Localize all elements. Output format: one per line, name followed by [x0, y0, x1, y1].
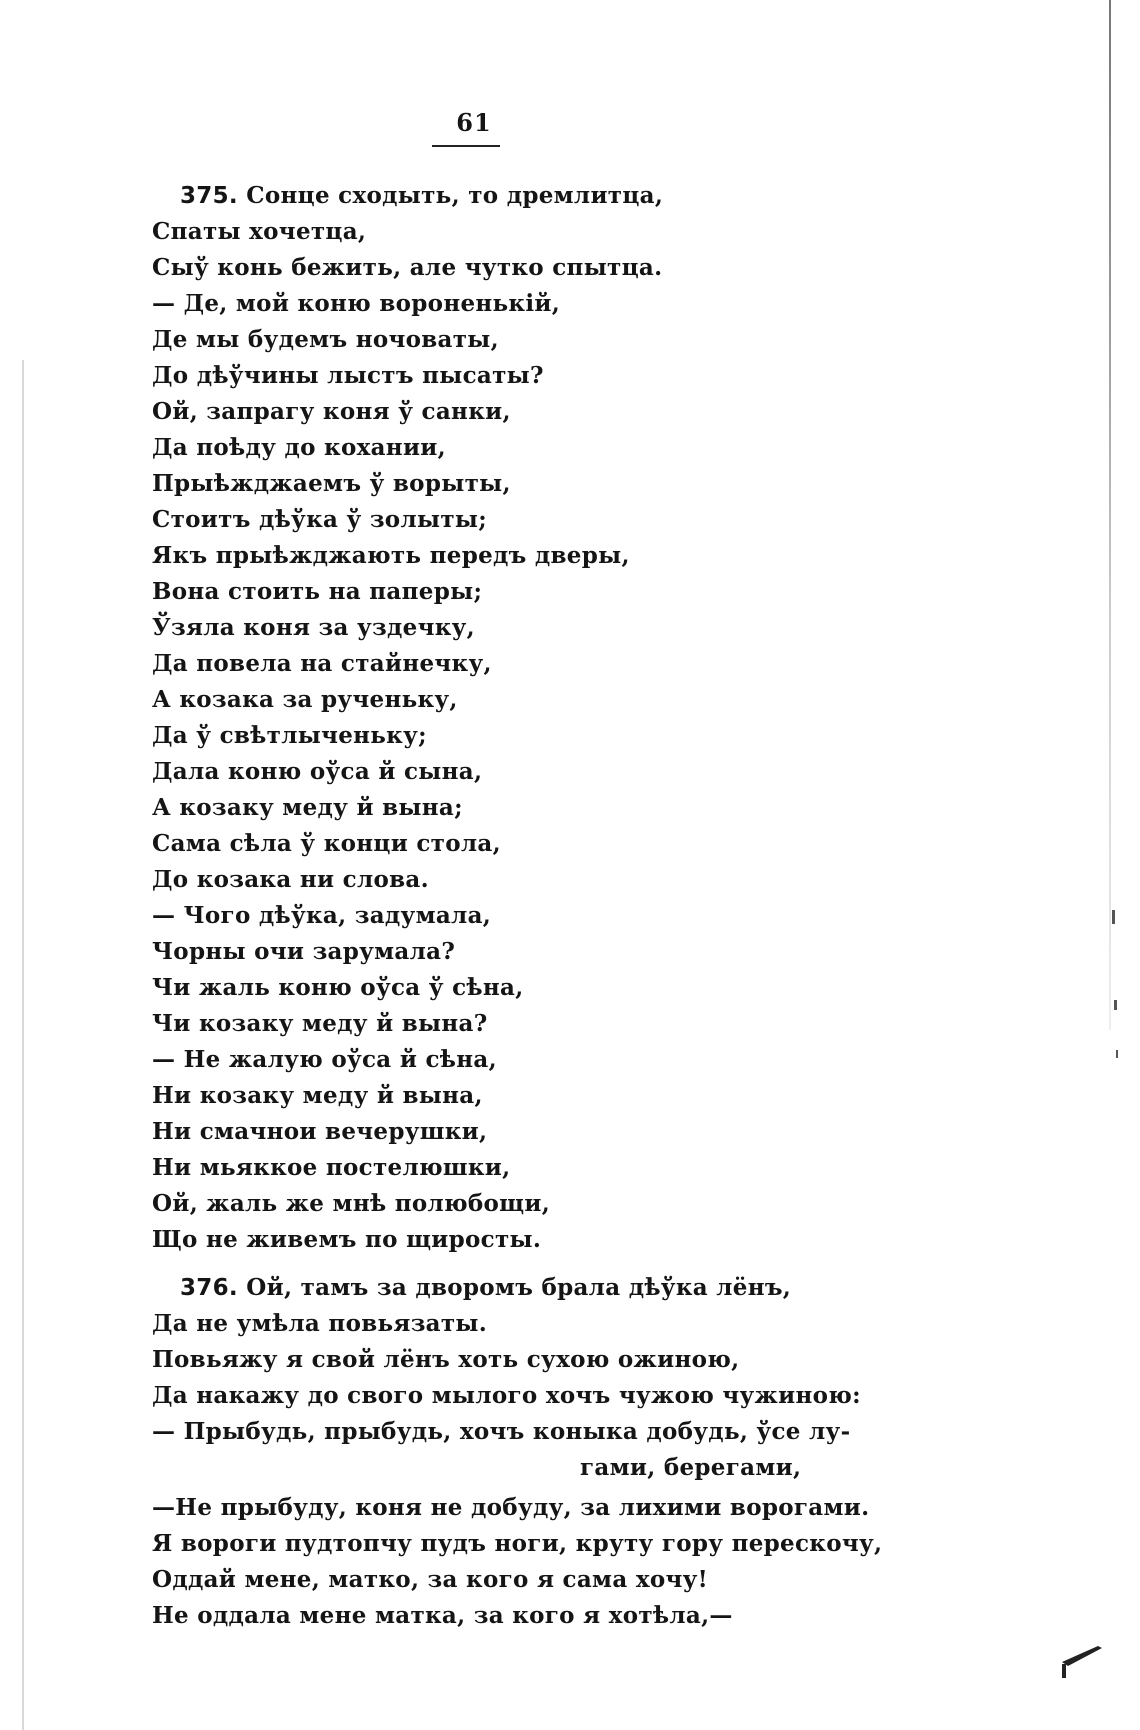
poem-line: Да не умѣла повьязаты.	[152, 1310, 488, 1337]
poem-line: Ўзяла коня за уздечку,	[152, 614, 475, 641]
poem-line: Чорны очи зарумала?	[152, 938, 456, 965]
poem-375-line-1: 375. Сонце сходыть, то дремлитца,	[180, 182, 664, 209]
poem-line: Ни мьяккое постелюшки,	[152, 1154, 511, 1181]
poem-375-number: 375.	[180, 183, 238, 209]
poem-line: Де мы будемъ ночоваты,	[152, 326, 499, 353]
poem-line: Чи жаль коню оўса ў сѣна,	[152, 974, 524, 1001]
poem-376-number: 376.	[180, 1275, 238, 1301]
poem-line: А козаку меду й вына;	[152, 794, 463, 821]
poem-line: Оддай мене, матко, за кого я сама хочу!	[152, 1566, 709, 1593]
poem-line: Чи козаку меду й вына?	[152, 1010, 488, 1037]
poem-line: Ой, запрагу коня ў санки,	[152, 398, 511, 425]
poem-line: — Прыбудь, прыбудь, хочъ коныка добудь, ўсе лу-	[152, 1418, 851, 1445]
scan-corner-mark	[1058, 1640, 1108, 1680]
page-number: 61	[456, 108, 492, 137]
poem-line: Прыѣжджаемъ ў ворыты,	[152, 470, 511, 497]
poem-line: — Де, мой коню вороненькій,	[152, 290, 561, 317]
poem-line: Да ў свѣтлыченьку;	[152, 722, 427, 749]
poem-line: До дѣўчины лыстъ пысаты?	[152, 362, 544, 389]
poem-line: Спаты хочетца,	[152, 218, 367, 245]
poem-line: Дала коню оўса й сына,	[152, 758, 483, 785]
poem-line: Сыў конь бежить, але чутко спытца.	[152, 254, 663, 281]
page-number-rule	[432, 145, 500, 147]
poem-line: Стоитъ дѣўка ў золыты;	[152, 506, 488, 533]
poem-line: Вона стоить на паперы;	[152, 578, 483, 605]
right-page-edge	[1109, 0, 1111, 1030]
poem-line: Якъ прыѣжджають передъ дверы,	[152, 542, 630, 569]
poem-line: Ни смачнои вечерушки,	[152, 1118, 488, 1145]
scan-speck	[1116, 1050, 1118, 1058]
poem-line: — Чого дѣўка, задумала,	[152, 902, 492, 929]
poem-line: Сама сѣла ў конци стола,	[152, 830, 501, 857]
poem-line: Я вороги пудтопчу пудъ ноги, круту гору перескочу,	[152, 1530, 883, 1557]
poem-line: Да поѣду до кохании,	[152, 434, 446, 461]
scan-speck	[1114, 1000, 1117, 1010]
poem-line: — Не жалую оўса й сѣна,	[152, 1046, 497, 1073]
poem-line: Не оддала мене матка, за кого я хотѣла,—	[152, 1602, 733, 1629]
poem-line: Да повела на стайнечку,	[152, 650, 492, 677]
left-page-edge	[22, 360, 24, 1730]
poem-line-continuation: гами, берегами,	[580, 1454, 802, 1481]
poem-376-line-1: 376. Ой, тамъ за дворомъ брала дѣўка лёнъ,	[180, 1274, 792, 1301]
poem-line: —Не прыбуду, коня не добуду, за лихими ворогами.	[152, 1494, 870, 1521]
poem-line: А козака за рученьку,	[152, 686, 458, 713]
poem-line: Ой, жаль же мнѣ полюбощи,	[152, 1190, 551, 1217]
scan-speck	[1112, 910, 1115, 924]
poem-line: Повьяжу я свой лёнъ хоть сухою ожиною,	[152, 1346, 740, 1373]
poem-line: Що не живемъ по щиросты.	[152, 1226, 542, 1253]
poem-line: Да накажу до свого мылого хочъ чужою чужиною:	[152, 1382, 861, 1409]
poem-line: До козака ни слова.	[152, 866, 429, 893]
poem-line: Ни козаку меду й вына,	[152, 1082, 483, 1109]
